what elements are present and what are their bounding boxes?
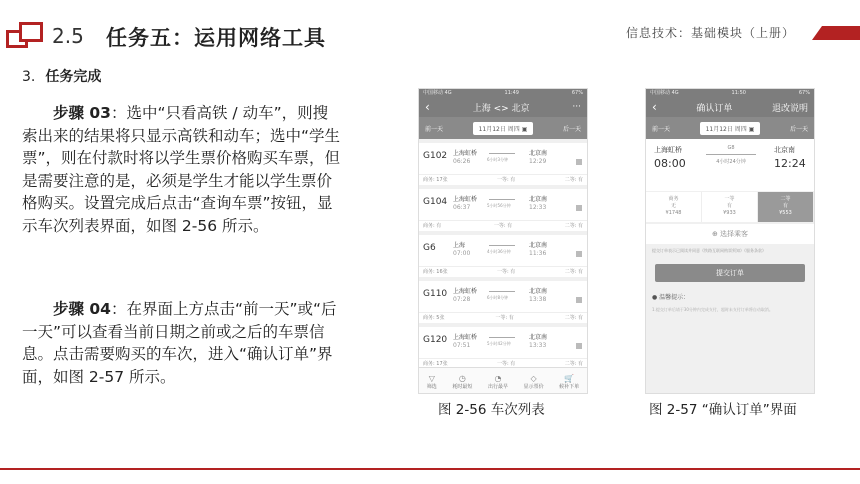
second-class-seat: 二等: 有	[564, 361, 583, 367]
seat-availability	[419, 312, 587, 323]
first-class-seat: 一等: 有	[497, 269, 516, 275]
route-line	[489, 337, 515, 338]
refund-rules-link[interactable]: 退改说明	[771, 103, 808, 114]
agreement-notice: 提交订单表示已阅读并同意《铁路互联网购票须知》《服务条款》	[652, 248, 766, 253]
business-seat: 商务: 有	[423, 223, 442, 229]
order-train-info	[646, 139, 814, 191]
train-number: G110	[423, 289, 448, 299]
subheading-number: 3.	[22, 69, 36, 85]
duration: 4小时36分钟	[487, 249, 511, 254]
first-class-seat: 一等: 有	[497, 177, 516, 183]
step-text: ：在界面上方点击“前一天”或“后一天”可以查看当前日期之前或之后的车票信息。点击需要购买的车次，进入“确认订单”界面，如图 2-57 所示。	[22, 300, 337, 386]
seat-availability: 有	[726, 203, 732, 209]
train-row[interactable]	[419, 143, 587, 185]
tab-item[interactable]	[524, 374, 544, 390]
arrival-time: 12:29	[529, 158, 547, 165]
train-list-screenshot	[418, 88, 588, 394]
train-number: G102	[423, 151, 448, 161]
arrival-time: 12:24	[774, 157, 806, 170]
submit-order-button[interactable]: 提交订单	[655, 264, 805, 282]
section-number: 2.5	[52, 24, 84, 48]
departure-time: 07:00	[453, 250, 471, 257]
status-time: 11:50	[731, 90, 746, 96]
to-station: 北京南	[774, 146, 795, 154]
tab-label: 筛选	[426, 384, 437, 390]
business-seat: 商务: 17张	[423, 361, 448, 367]
second-class-seat: 二等: 有	[564, 177, 583, 183]
route-line	[489, 291, 515, 292]
business-seat: 商务: 16张	[423, 269, 448, 275]
arrival-time: 13:38	[529, 296, 547, 303]
book-info: 信息技术：基础模块（上册）	[626, 26, 796, 40]
bottom-tab-bar	[419, 367, 587, 393]
seat-option[interactable]	[646, 192, 702, 222]
tab-label: 显示票价	[523, 384, 544, 390]
seat-price: ¥553	[779, 210, 792, 216]
from-station: 上海虹桥	[453, 196, 478, 203]
status-bar	[646, 89, 814, 97]
arrival-time: 13:33	[529, 342, 547, 349]
section-title: 任务五：运用网络工具	[106, 26, 326, 50]
to-station: 北京南	[529, 150, 548, 157]
seat-availability	[419, 174, 587, 185]
from-station: 上海	[453, 242, 466, 249]
duration: 6小时8分钟	[487, 295, 509, 300]
train-number: G6	[423, 243, 436, 253]
fuxing-icon	[576, 205, 582, 211]
arrival-time: 11:36	[529, 250, 547, 257]
carrier: 中国移动 4G	[650, 90, 679, 96]
status-time: 11:49	[504, 90, 519, 96]
back-icon[interactable]: ‹	[425, 100, 430, 114]
first-class-seat: 一等: 有	[495, 315, 514, 321]
date-picker[interactable]: 11月12日 周四 ▣	[473, 122, 534, 135]
tab-item[interactable]	[488, 374, 508, 390]
header-accent-bar	[812, 26, 860, 40]
first-class-seat: 一等: 有	[497, 361, 516, 367]
next-day-button[interactable]: 后一天	[789, 125, 808, 133]
train-row[interactable]	[419, 235, 587, 277]
paragraph-step-03	[22, 102, 342, 237]
second-class-seat: 二等: 有	[564, 269, 583, 275]
seat-availability	[419, 266, 587, 277]
back-icon[interactable]: ‹	[652, 100, 657, 114]
tab-item[interactable]	[559, 374, 579, 390]
train-row[interactable]	[419, 281, 587, 323]
figure-caption-2-56: 图 2-56 车次列表	[438, 402, 545, 418]
route-title: 上海 <> 北京	[472, 103, 530, 114]
route-line	[489, 153, 515, 154]
figure-caption-2-57: 图 2-57 “确认订单”界面	[649, 402, 797, 418]
train-row[interactable]	[419, 327, 587, 369]
tab-icon: ◷	[458, 374, 466, 383]
fuxing-icon	[576, 343, 582, 349]
train-list	[419, 143, 587, 369]
confirm-order-screenshot	[645, 88, 815, 394]
duration: 4小时24分钟	[716, 159, 746, 165]
step-text: ：选中“只看高铁 / 动车”，则搜索出来的结果将只显示高铁和动车；选中“学生票”，则在付款时将以学生票价格购买车票，但是需要注意的是，必须是学生才能以学生票价格购买。设置完成后点击“查询车票”按钮，显示车次列表界面，如图 2-56 所示。	[22, 104, 341, 235]
departure-time: 06:37	[453, 204, 471, 211]
from-station: 上海虹桥	[453, 334, 478, 341]
order-title: 确认订单	[696, 103, 733, 114]
seat-availability: 无	[670, 203, 676, 209]
tab-icon: ◔	[494, 374, 502, 383]
first-class-seat: 一等: 有	[493, 223, 513, 229]
tab-label: 出行最早	[487, 384, 508, 390]
seat-name: 一等	[724, 196, 735, 202]
tips-body: 1.提交订单后请于30分钟内完成支付，超时未支付订单将自动取消。	[652, 307, 773, 312]
nav-bar	[419, 97, 587, 117]
departure-time: 06:26	[453, 158, 471, 165]
tab-icon: ◇	[530, 374, 537, 383]
route-line	[489, 245, 515, 246]
tab-item[interactable]	[452, 374, 472, 390]
from-station: 上海虹桥	[654, 146, 682, 154]
step-label: 步骤 04	[53, 300, 111, 318]
duration: 5小时56分钟	[487, 203, 511, 208]
to-station: 北京南	[529, 242, 548, 249]
step-label: 步骤 03	[53, 104, 111, 122]
fuxing-icon	[576, 297, 582, 303]
seat-price: ¥1748	[665, 210, 682, 216]
nav-bar	[646, 97, 814, 117]
from-station: 上海虹桥	[453, 150, 478, 157]
select-passenger-button[interactable]: ⊕ 选择乘客	[646, 224, 814, 244]
battery: 67%	[798, 90, 810, 96]
fuxing-icon	[576, 251, 582, 257]
departure-time: 07:51	[453, 342, 471, 349]
duration: 5小时42分钟	[487, 341, 511, 346]
prev-day-button[interactable]: 前一天	[425, 125, 444, 133]
seat-option[interactable]	[758, 192, 814, 222]
chapter-logo	[6, 20, 50, 50]
tab-icon: 🛒	[564, 374, 575, 383]
tab-icon: ▽	[428, 374, 435, 383]
next-day-button[interactable]: 后一天	[562, 125, 581, 133]
second-class-seat: 二等: 有	[564, 315, 583, 321]
more-icon[interactable]: ···	[572, 102, 581, 112]
departure-time: 08:00	[654, 157, 686, 170]
fuxing-icon	[576, 159, 582, 165]
route-line	[489, 199, 515, 200]
date-bar	[419, 117, 587, 139]
subheading-text: 任务完成	[45, 69, 102, 85]
business-seat: 商务: 5张	[423, 315, 445, 321]
train-row[interactable]	[419, 189, 587, 231]
business-seat: 商务: 17张	[423, 177, 448, 183]
status-bar	[419, 89, 587, 97]
to-station: 北京南	[529, 196, 548, 203]
seat-class-selector	[646, 192, 814, 222]
train-number: G8	[727, 145, 735, 151]
arrival-time: 12:33	[529, 204, 547, 211]
to-station: 北京南	[529, 334, 548, 341]
tab-item[interactable]	[427, 374, 437, 390]
seat-availability	[419, 220, 587, 231]
from-station: 上海虹桥	[453, 288, 478, 295]
tab-label: 耗时最短	[452, 384, 473, 390]
duration: 6小时3分钟	[487, 157, 509, 162]
tab-label: 候补下单	[559, 384, 580, 390]
train-number-block	[706, 145, 756, 165]
seat-name: 商务	[668, 196, 679, 202]
battery: 67%	[571, 90, 583, 96]
train-number: G104	[423, 197, 448, 207]
tips-title: ● 温馨提示：	[652, 294, 690, 301]
seat-option[interactable]	[702, 192, 758, 222]
seat-name: 二等	[780, 196, 791, 202]
footer-line	[0, 468, 860, 470]
second-class-seat: 二等: 有	[564, 223, 583, 229]
date-bar	[646, 117, 814, 139]
prev-day-button[interactable]: 前一天	[652, 125, 671, 133]
departure-time: 07:28	[453, 296, 471, 303]
paragraph-step-04	[22, 298, 342, 388]
seat-price: ¥933	[723, 210, 736, 216]
carrier: 中国移动 4G	[423, 90, 452, 96]
train-number: G120	[423, 335, 448, 345]
date-picker[interactable]: 11月12日 周四 ▣	[700, 122, 761, 135]
subheading	[22, 66, 101, 86]
to-station: 北京南	[529, 288, 548, 295]
seat-availability: 有	[782, 203, 788, 209]
